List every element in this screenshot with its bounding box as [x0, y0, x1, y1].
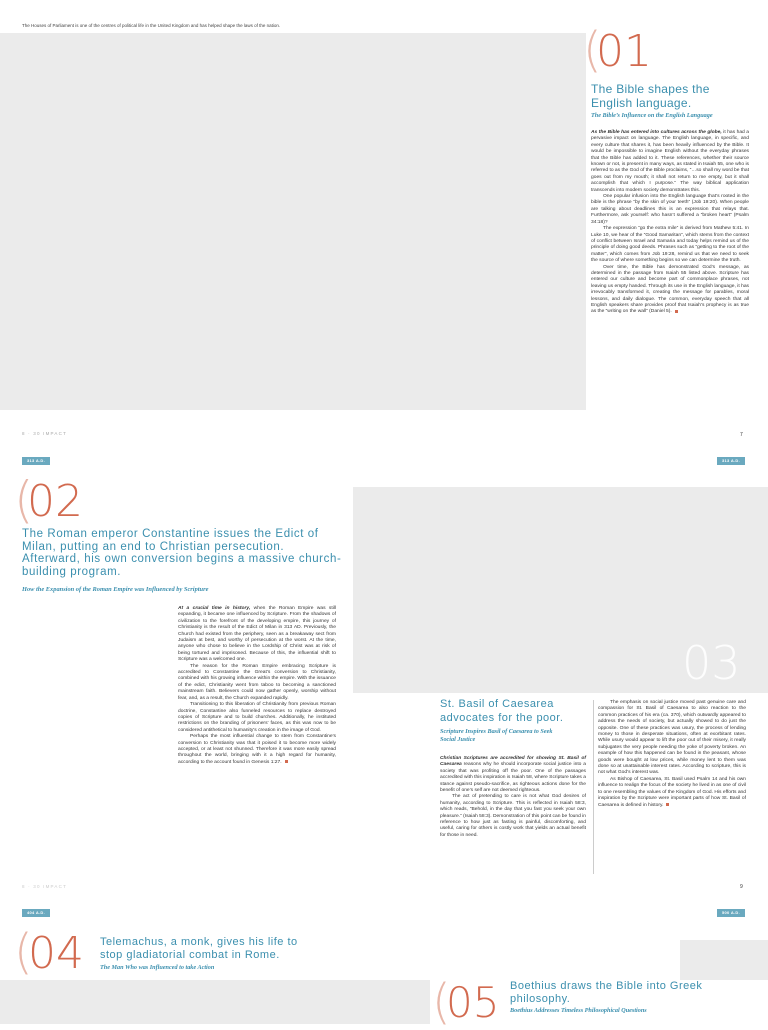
- photo-caption: The Houses of Parliament is one of the centres of political life in the United Kingdom and has helped shape the laws of the nation.: [22, 23, 281, 28]
- article-body: [178, 606, 336, 766]
- article-body-right: [598, 700, 746, 809]
- parliament-photo: [0, 33, 586, 410]
- section-number-faded: 03: [682, 636, 741, 690]
- paragraph: The reason for the Roman Empire embracing Scripture is accredited to Constantine the Great’s conversion to Christianity, combined with his growing influence within the empire. With the issuance of the edict, Christianity went from taboo to becoming a sanctioned mainstream faith. Believers could now gather openly, worship without fear, and, as a result, the Church expanded rapidly.: [178, 663, 336, 701]
- paragraph: One popular infusion into the English language that’s rooted in the bible is the phrase “by the skin of your teeth” (Job 19:20). When people are talking about deadlines this is an expression that relays that. Furthermore, ask yourself: who hasn’t suffered a “broken heart” (Psalm 34:18)?: [591, 194, 749, 225]
- section-number: 04: [28, 928, 84, 979]
- paragraph: The emphasis on social justice moved past genuine care and compassion for St. Basil of Caesarea to also reaction to the common practices of his era (ca. 370), which outwardly appeared to address the needs of society, but actually showed to do just the opposite. One of these practices was usury, the process of lending money to those in desperate situations, often at exorbitant rates. While usury would appear to lift the poor out of their misery, it really subjugates the very people needing the yoke of poverty broken. An example of how this happened can be found in the peasant, whose goods were bought at low prices, while money lent to them was done so at unattainable interest rates. According to scripture, this is not what God’s interest was.: [598, 700, 746, 776]
- paragraph: Over time, the Bible has demonstrated God’s message, as determined in the passage from Isaiah 55 listed above. Scripture has entered our culture and become part of commonplace phrases, not leaving us empty handed. Through its use in the English language, it has irrevocably transformed it, creating the message for parables, moral lessons, and daily dialogue. The common, everyday speech that all English speakers share provides proof that Isaiah’s prophecy is as true as the “writing on the wall” (Daniel 5).: [591, 264, 749, 315]
- footer-label: 8 · 30 IMPACT: [22, 431, 68, 436]
- boethius-photo: [680, 940, 768, 980]
- paragraph: As Bishop of Caesarea, St. Basil used Psalm 14 and his own influence to realign the focus of the society he lived in as one of civil to one resembling the values of the Kingdom of God. His efforts and inspiration by the Scripture were important parts of how St. Basil of Caesarea is defined in history.: [598, 776, 746, 808]
- footer-label: 8 · 30 IMPACT: [22, 884, 68, 889]
- section-subhead: Scripture Inspires Basil of Caesarea to Seek Social Justice: [440, 728, 553, 743]
- page-number: 9: [740, 884, 743, 890]
- end-mark-icon: [666, 803, 669, 806]
- end-mark-icon: [285, 760, 288, 763]
- section-number-paren: (: [14, 471, 34, 529]
- section-subhead: The Bible’s Influence on the English Language: [591, 112, 713, 119]
- section-headline: St. Basil of Caesarea advocates for the poor.: [440, 698, 564, 724]
- paragraph: when the Roman Empire was still expanding, it became one influenced by Scripture. From the shadows of civilization to the forefront of the developing empire, this journey of Christianity is the result of the Edict of Milan in 313 AD. Previously, the Church had existed from the periphery, seen as a breakaway sect from Judaism at best, and worthy of persecution at the worst. At the time, anyone who chose to believe in the Lordship of Christ was at risk of being tortured and imprisoned. Because of this, the influential shift to Scripture was a welcomed one.: [178, 606, 336, 663]
- section-headline: The Roman emperor Constantine issues the Edict of Milan, putting an end to Christian persecution. Afterward, his own conversion begins a massive church-building program.: [22, 528, 342, 578]
- year-tag: 500 A.D.: [717, 909, 745, 917]
- paragraph: it has had a pervasive impact on language. The English language, in specific, and every culture that shares it, has been heavily influenced by the Bible. It would be impossible to imagine English without the everyday phrases that the Bible has added to it. These references, whether their source known or not, is present in many ways, as stated in Isaiah 55, one who is referred to as the God of the Bible proclaims, “…so shall my word be that goes out from my mouth; it shall not return to me empty, but it shall accomplish that which I purpose.” The way biblical application transcends into modern society demonstrates this.: [591, 130, 749, 193]
- section-number: 05: [446, 978, 500, 1027]
- section-headline: The Bible shapes the English language.: [591, 82, 710, 110]
- section-number: 02: [27, 476, 83, 527]
- lead-in: At a crucial time in history,: [178, 606, 251, 611]
- year-tag: 313 A.D.: [717, 457, 745, 465]
- paragraph: reasons why he should incorporate social justice into a society that was profiting off the poor. One of the passages accredited with this inspiration is Isaiah 58, where Scripture takes a stance against pseudo-sacrifice, as righteous actions done for the benefit of one’s self are not deemed righteous.: [440, 762, 586, 794]
- paragraph: The act of pretending to care is not what God desires of humanity, according to Scripture. This is reflected in Isaiah 58:3, which reads, “Behold, in the day that you fast you seek your own pleasure.” (Isaiah 58:3). Demonstration of this point can be found in reference to how just as fasting is painful, discomforting, and useful, caring for others is costly work that yields an actual benefit for those in need.: [440, 794, 586, 838]
- section-number: 01: [596, 26, 652, 77]
- year-tag: 404 A.D.: [22, 909, 50, 917]
- section-subhead: The Man Who was Influenced to take Action: [100, 964, 215, 971]
- paragraph: Perhaps the most influential change to stem from Constantine’s conversion to Christianity was that it poised it to become more widely accepted, or at least not shunned. Therefore it was more easily spread throughout the world, bringing with it a high regard for humanity, according to the account found in Genesis 1:27.: [178, 734, 336, 765]
- lead-in: As the Bible has entered into cultures across the globe,: [591, 130, 722, 135]
- year-tag: 313 A.D.: [22, 457, 50, 465]
- lead-in: Christian Scriptures are accredited for showing St. Basil of Caesarea: [440, 756, 586, 768]
- page-number: 7: [740, 432, 743, 438]
- end-mark-icon: [675, 310, 678, 313]
- section-subhead: How the Expansion of the Roman Empire was Influenced by Scripture: [22, 586, 209, 593]
- section-headline: Telemachus, a monk, gives his life to stop gladiatorial combat in Rome.: [100, 936, 298, 961]
- section-subhead: Boethius Addresses Timeless Philosophical Questions: [510, 1007, 647, 1014]
- section-number-paren: (: [583, 22, 602, 78]
- article-body-left: [440, 756, 586, 839]
- section-headline: Boethius draws the Bible into Greek philosophy.: [510, 980, 703, 1005]
- section-number-paren: (: [432, 974, 451, 1030]
- column-divider: [593, 700, 594, 874]
- article-body: [591, 130, 749, 316]
- section-number-paren: (: [14, 924, 33, 980]
- paragraph: The expression “go the extra mile” is derived from Mathew 5:41. In Luke 10, we hear of the “Good Samaritan”, which stems from the context of conflict between Israel and Samaria and today helps remind us of the principle of doing good deeds. Phrases such as “getting to the root of the matter”, which comes from Job 19:28, remind us that we need to seek the source of where something begins so we can determine the truth.: [591, 226, 749, 264]
- paragraph: Transitioning to this liberation of Christianity from previous Roman doctrine, Constantine also funneled resources to replace destroyed copies of Scripture and to build churches. Additionally, he instituted restrictions on the branding of prisoners’ faces, as this was now to be considered antithetical to humanity’s creation in the image of God.: [178, 702, 336, 733]
- monk-photo: [0, 980, 430, 1024]
